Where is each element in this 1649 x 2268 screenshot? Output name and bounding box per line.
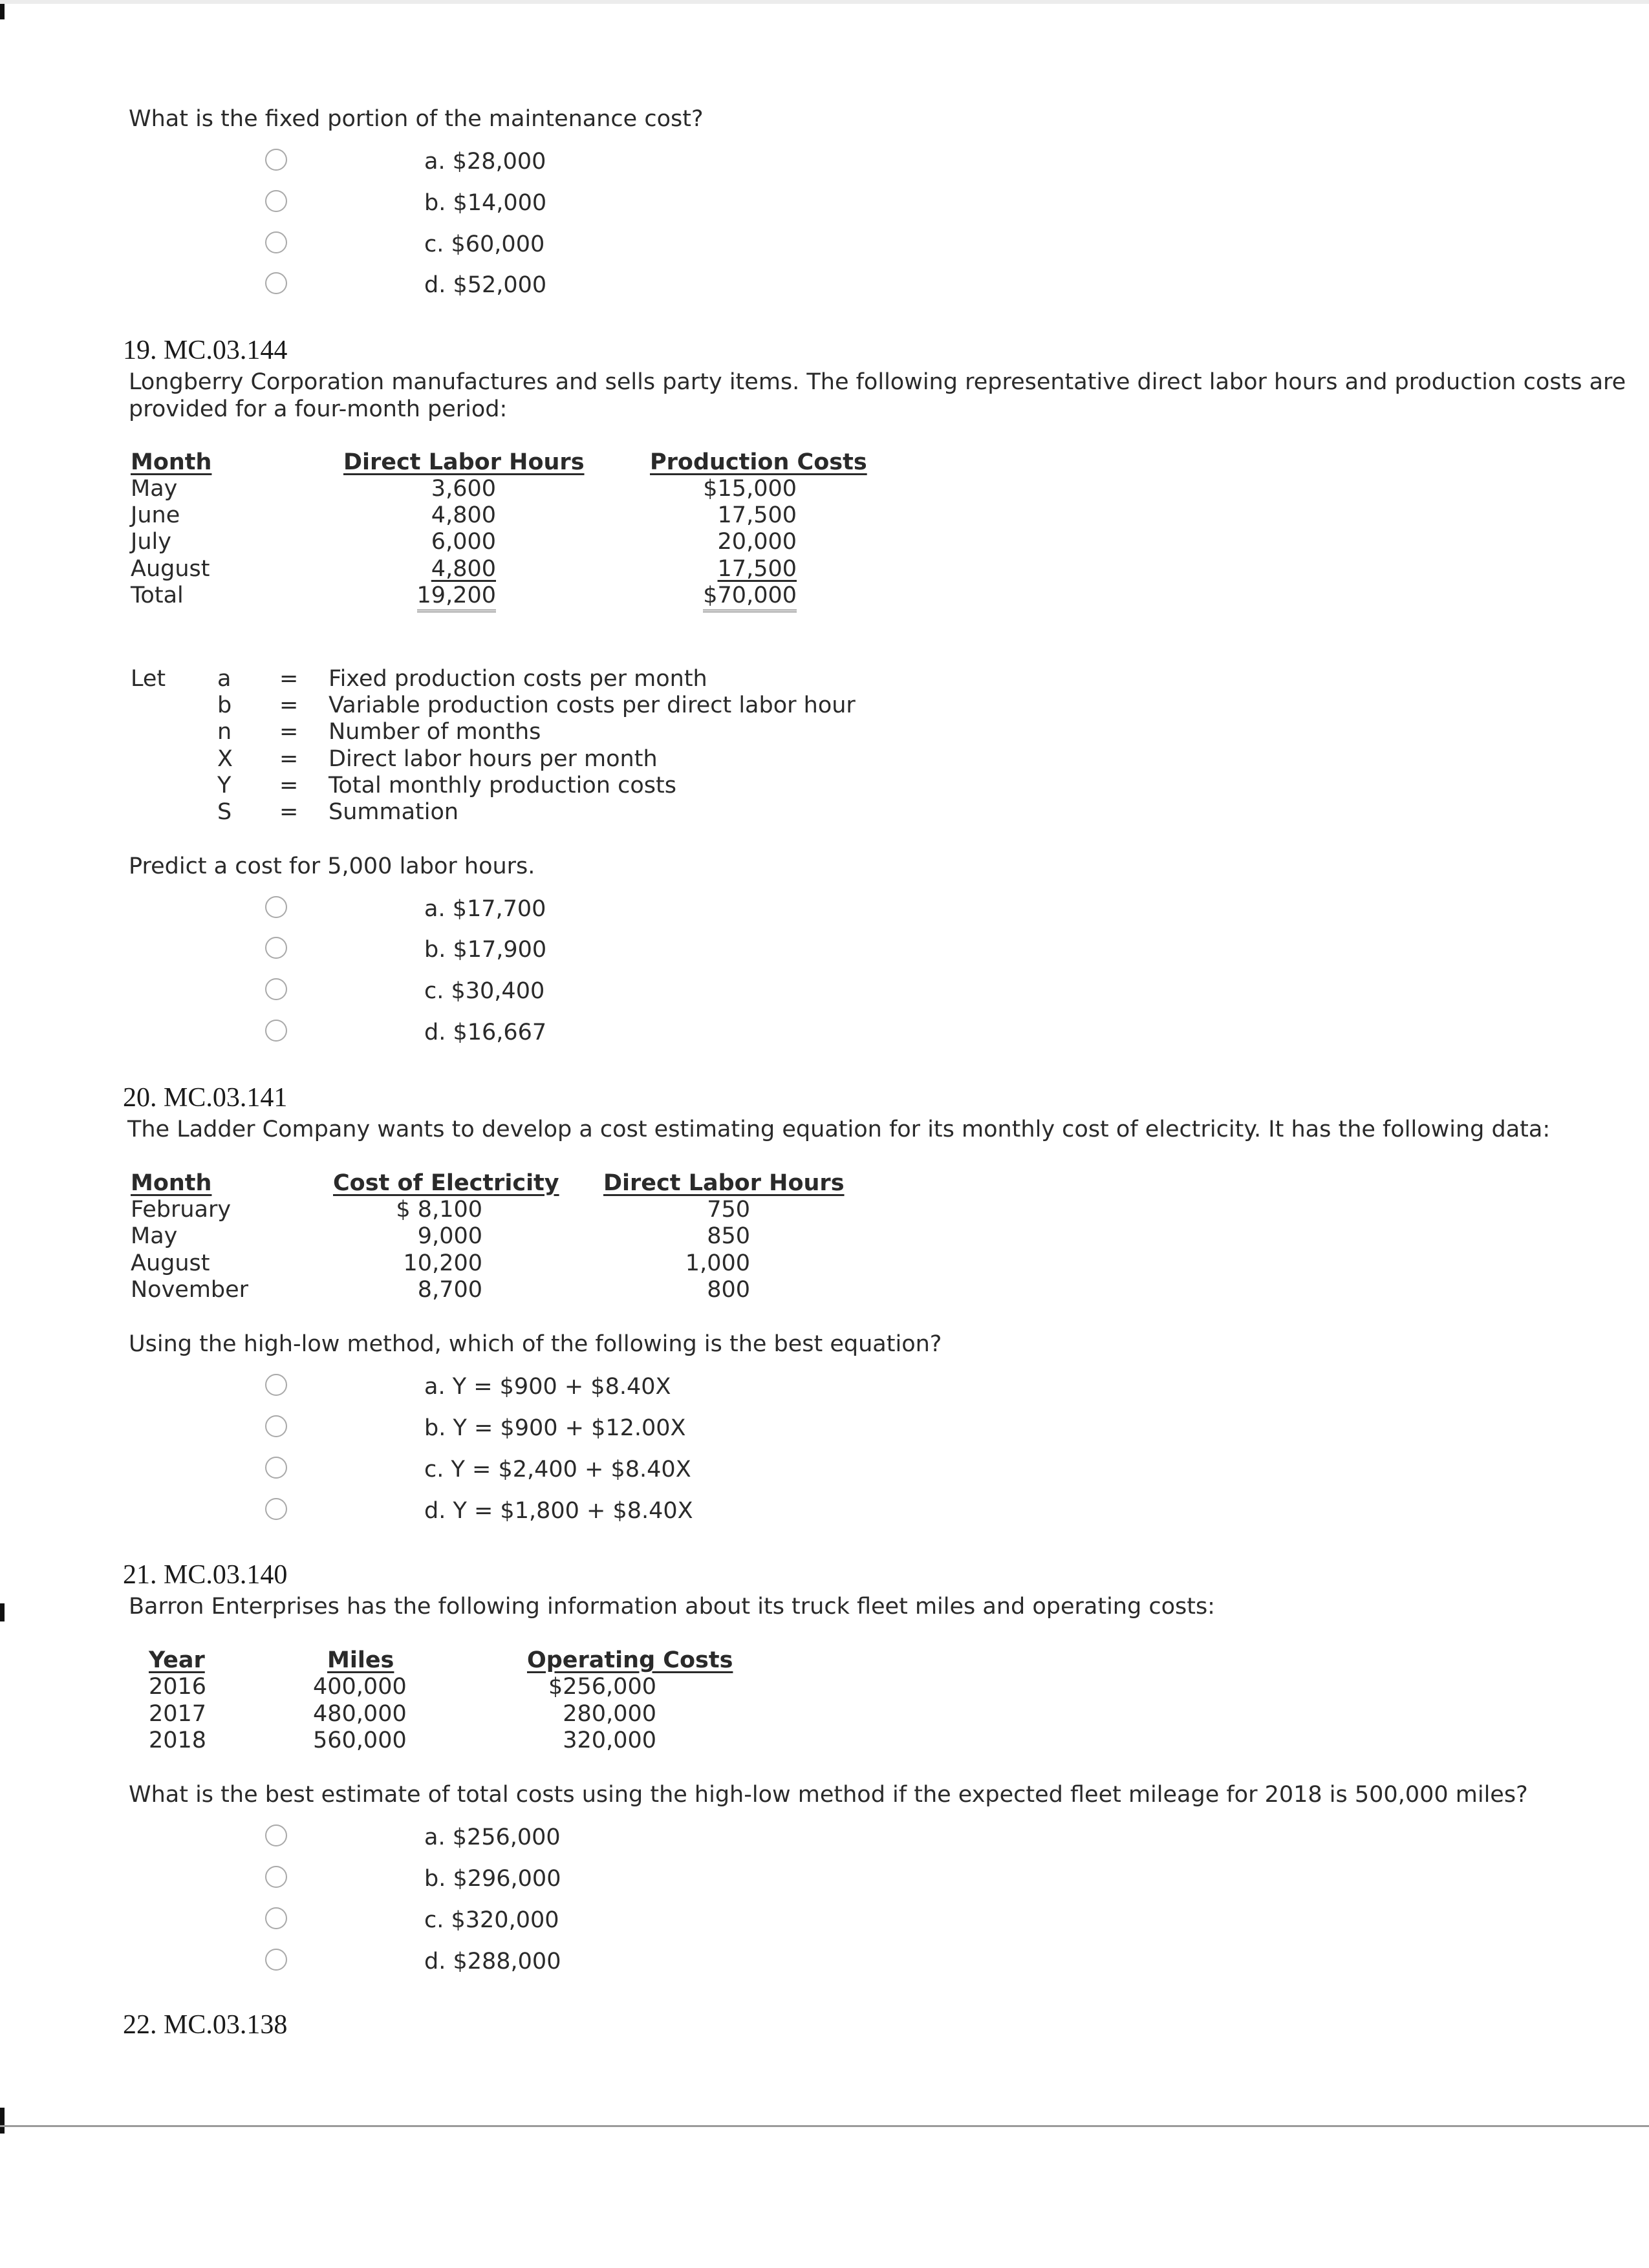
q21-row-year: 2016 — [149, 1674, 207, 1700]
q20-header-labor-hours: Direct Labor Hours — [603, 1170, 845, 1196]
q21-option-a-radio[interactable] — [265, 1824, 287, 1846]
q19-def-equals: = — [279, 692, 299, 718]
q21-row-year: 2017 — [149, 1701, 207, 1727]
q19-intro-line1: Longberry Corporation manufactures and sells party items. The following representative direct labor hours and production costs are — [129, 369, 1626, 395]
q20-prompt: Using the high-low method, which of the following is the best equation? — [129, 1331, 942, 1357]
q21-option-a: a. $256,000 — [424, 1824, 561, 1850]
q21-row-cost: 280,000 — [563, 1701, 656, 1727]
q20-option-d-radio[interactable] — [265, 1498, 287, 1520]
q20-option-a: a. Y = $900 + $8.40X — [424, 1374, 671, 1400]
q19-header: 19. MC.03.144 — [123, 336, 288, 365]
q19-def-equals: = — [279, 666, 299, 692]
q19-def-text: Fixed production costs per month — [329, 666, 707, 692]
q19-def-symbol: b — [217, 692, 232, 718]
q18-option-b: b. $14,000 — [424, 190, 547, 216]
q20-row-month: February — [131, 1197, 232, 1223]
q20-row-hours: 800 — [707, 1277, 750, 1303]
q20-row-cost: 8,700 — [417, 1277, 482, 1303]
q19-def-text: Direct labor hours per month — [329, 746, 658, 772]
q21-header: 21. MC.03.140 — [123, 1560, 288, 1590]
q19-header-month: Month — [131, 449, 212, 475]
q18-option-c-radio[interactable] — [265, 231, 287, 253]
q19-row-cost: $15,000 — [703, 476, 797, 502]
q19-row-cost: 17,500 — [717, 556, 797, 582]
q19-row-month: June — [131, 502, 180, 528]
q20-header-month: Month — [131, 1170, 212, 1196]
q20-row-hours: 1,000 — [685, 1250, 750, 1276]
q21-row-miles: 560,000 — [313, 1728, 407, 1753]
q19-row-month: August — [131, 556, 210, 582]
q19-def-symbol: a — [217, 666, 232, 692]
scan-edge-mark — [0, 2108, 5, 2134]
page-bottom-rule — [0, 2125, 1649, 2127]
q20-option-b-radio[interactable] — [265, 1415, 287, 1437]
q19-row-cost: 20,000 — [717, 529, 797, 555]
q21-intro: Barron Enterprises has the following information about its truck fleet miles and operating costs: — [129, 1594, 1215, 1620]
q21-option-d: d. $288,000 — [424, 1949, 561, 1974]
q20-row-month: May — [131, 1223, 178, 1249]
q21-prompt: What is the best estimate of total costs using the high-low method if the expected fleet mileage for 2018 is 500,000 miles? — [129, 1782, 1528, 1808]
q20-option-a-radio[interactable] — [265, 1374, 287, 1396]
q19-row-month: July — [131, 529, 171, 555]
q19-header-labor-hours: Direct Labor Hours — [343, 449, 585, 475]
q20-row-month: August — [131, 1250, 210, 1276]
q18-option-c: c. $60,000 — [424, 231, 545, 257]
scan-edge-mark — [0, 1603, 5, 1621]
q20-row-cost: $ 8,100 — [396, 1197, 482, 1223]
q19-def-text: Summation — [329, 799, 459, 825]
q20-option-c: c. Y = $2,400 + $8.40X — [424, 1457, 691, 1482]
q18-prompt: What is the fixed portion of the maintenance cost? — [129, 106, 704, 132]
q20-header: 20. MC.03.141 — [123, 1083, 288, 1113]
q19-option-b-radio[interactable] — [265, 937, 287, 959]
q21-header-miles: Miles — [327, 1647, 394, 1673]
q21-row-miles: 480,000 — [313, 1701, 407, 1727]
q21-option-b: b. $296,000 — [424, 1866, 561, 1892]
q18-option-a: a. $28,000 — [424, 149, 546, 175]
q19-total-label: Total — [131, 583, 184, 608]
q19-option-c: c. $30,400 — [424, 978, 545, 1004]
q20-option-d: d. Y = $1,800 + $8.40X — [424, 1498, 693, 1524]
q21-option-c-radio[interactable] — [265, 1907, 287, 1929]
q19-option-d: d. $16,667 — [424, 1020, 547, 1045]
q21-option-b-radio[interactable] — [265, 1866, 287, 1888]
q19-def-equals: = — [279, 799, 299, 825]
q20-row-hours: 750 — [707, 1197, 750, 1223]
q19-def-text: Total monthly production costs — [329, 773, 676, 798]
q19-option-d-radio[interactable] — [265, 1020, 287, 1042]
q19-row-cost: 17,500 — [717, 502, 797, 528]
q20-row-month: November — [131, 1277, 249, 1303]
q19-option-c-radio[interactable] — [265, 978, 287, 1000]
q18-option-d: d. $52,000 — [424, 272, 547, 298]
q21-row-cost: 320,000 — [563, 1728, 656, 1753]
q21-row-year: 2018 — [149, 1728, 207, 1753]
q19-row-hours: 4,800 — [431, 556, 496, 582]
q21-option-d-radio[interactable] — [265, 1949, 287, 1971]
q19-total-hours: 19,200 — [417, 583, 496, 612]
q19-def-equals: = — [279, 773, 299, 798]
q19-let-label: Let — [131, 666, 166, 692]
q20-header-cost-electricity: Cost of Electricity — [333, 1170, 559, 1196]
q20-row-cost: 10,200 — [403, 1250, 482, 1276]
scan-top-streak — [0, 0, 1649, 4]
q19-total-cost: $70,000 — [703, 583, 797, 612]
q19-option-b: b. $17,900 — [424, 937, 547, 963]
q22-header: 22. MC.03.138 — [123, 2010, 288, 2040]
q19-def-text: Variable production costs per direct labor hour — [329, 692, 856, 718]
q19-option-a-radio[interactable] — [265, 896, 287, 918]
q21-header-year: Year — [149, 1647, 205, 1673]
q19-def-equals: = — [279, 719, 299, 745]
q19-def-symbol: n — [217, 719, 232, 745]
q20-intro: The Ladder Company wants to develop a cost estimating equation for its monthly cost of electricity. It has the following data: — [127, 1117, 1551, 1142]
q20-option-c-radio[interactable] — [265, 1457, 287, 1479]
q19-intro-line2: provided for a four-month period: — [129, 396, 508, 422]
q21-row-cost: $256,000 — [548, 1674, 656, 1700]
q21-row-miles: 400,000 — [313, 1674, 407, 1700]
q19-row-hours: 3,600 — [431, 476, 496, 502]
q20-option-b: b. Y = $900 + $12.00X — [424, 1415, 686, 1441]
q19-def-symbol: X — [217, 746, 233, 772]
q21-option-c: c. $320,000 — [424, 1907, 559, 1933]
q19-prompt: Predict a cost for 5,000 labor hours. — [129, 853, 535, 879]
q21-header-operating-costs: Operating Costs — [527, 1647, 733, 1673]
q19-option-a: a. $17,700 — [424, 896, 546, 922]
q18-option-a-radio[interactable] — [265, 149, 287, 171]
q20-row-cost: 9,000 — [417, 1223, 482, 1249]
q19-def-equals: = — [279, 746, 299, 772]
q20-row-hours: 850 — [707, 1223, 750, 1249]
q19-def-symbol: Y — [217, 773, 232, 798]
q19-row-hours: 6,000 — [431, 529, 496, 555]
q19-header-production-costs: Production Costs — [650, 449, 867, 475]
q19-def-text: Number of months — [329, 719, 541, 745]
q19-row-hours: 4,800 — [431, 502, 496, 528]
q19-row-month: May — [131, 476, 178, 502]
q18-option-b-radio[interactable] — [265, 190, 287, 212]
q18-option-d-radio[interactable] — [265, 272, 287, 294]
q19-def-symbol: S — [217, 799, 232, 825]
